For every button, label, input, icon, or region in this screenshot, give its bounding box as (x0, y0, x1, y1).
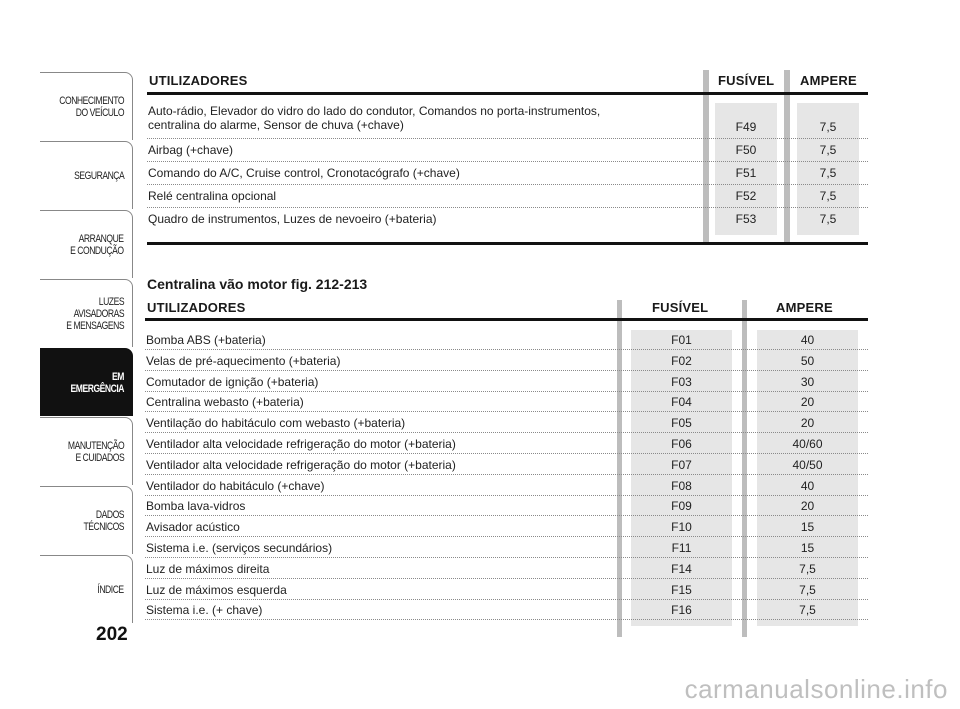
table2-row-divider (145, 391, 868, 392)
table2-cell-users: Ventilador do habitáculo (+chave) (146, 479, 325, 493)
table1-row-divider (147, 161, 868, 162)
sidebar-tab-label: LUZES AVISADORAS E MENSAGENS (66, 295, 124, 332)
page-number: 202 (96, 624, 128, 645)
table2-cell-amp: 40/50 (792, 458, 823, 472)
table2-cell-users: Ventilador alta velocidade refrigeração do motor (+bateria) (146, 458, 456, 472)
table2-separator-bar (742, 300, 747, 637)
table2-cell-fuse: F11 (671, 541, 692, 555)
table2-row-divider (145, 432, 868, 433)
sidebar-tab-label: MANUTENÇÃO E CUIDADOS (67, 439, 124, 464)
table2-cell-users: Velas de pré-aquecimento (+bateria) (146, 354, 341, 368)
sidebar-tab-label: ÍNDICE (97, 583, 124, 596)
table1-cell-fuse: F49 (735, 120, 757, 134)
table2-row-divider (145, 411, 868, 412)
table2-row-divider (145, 453, 868, 454)
table1-cell-amp: 7,5 (819, 166, 837, 180)
table1-header-fuse: FUSÍVEL (718, 73, 775, 88)
watermark: carmanualsonline.info (684, 674, 948, 704)
table2-cell-users: Comutador de ignição (+bateria) (146, 375, 319, 389)
table2-cell-amp: 20 (800, 395, 815, 409)
table1-cell-fuse: F50 (735, 143, 757, 157)
table1-cell-amp: 7,5 (819, 212, 837, 226)
table1-cell-fuse: F53 (735, 212, 757, 226)
table1-header-users: UTILIZADORES (149, 73, 248, 88)
table2-cell-amp: 7,5 (799, 583, 816, 597)
table1-separator-bar (784, 70, 790, 245)
table1-cell-amp: 7,5 (819, 189, 837, 203)
table1-cell-amp: 7,5 (819, 143, 837, 157)
table1-cell-fuse: F52 (735, 189, 757, 203)
table2-cell-fuse: F16 (671, 603, 692, 617)
sidebar-tab-label: SEGURANÇA (73, 169, 124, 182)
table1-cell-fuse: F51 (735, 166, 757, 180)
sidebar-tab[interactable] (40, 555, 133, 623)
table2-cell-amp: 40 (800, 333, 815, 347)
table2-header-fuse: FUSÍVEL (652, 300, 709, 315)
table2-cell-amp: 20 (800, 416, 815, 430)
sidebar-tab-label: DADOS TÉCNICOS (83, 508, 124, 533)
table2-cell-amp: 30 (800, 375, 815, 389)
table1-row-divider (147, 207, 868, 208)
table2-cell-fuse: F04 (671, 395, 692, 409)
table2-row-divider (145, 349, 868, 350)
table2-cell-fuse: F10 (671, 520, 692, 534)
table2-cell-users: Centralina webasto (+bateria) (146, 395, 304, 409)
sidebar-tab[interactable] (40, 141, 133, 209)
sidebar-tab[interactable] (40, 210, 133, 278)
table1-header-amp: AMPERE (800, 73, 857, 88)
table2-row-divider (145, 370, 868, 371)
table2-cell-users: Luz de máximos esquerda (146, 583, 287, 597)
table1-cell-users: Relé centralina opcional (148, 189, 277, 203)
table2-cell-fuse: F03 (671, 375, 692, 389)
table1-row-divider (147, 184, 868, 185)
table2-cell-amp: 7,5 (799, 562, 816, 576)
table2-cell-fuse: F07 (671, 458, 692, 472)
table1-separator-bar (703, 70, 709, 245)
table1-header-rule (147, 92, 868, 95)
table2-cell-amp: 15 (800, 520, 815, 534)
sidebar-tab[interactable] (40, 72, 133, 140)
table2-cell-fuse: F15 (671, 583, 692, 597)
sidebar-tab[interactable] (40, 279, 133, 347)
table2-cell-users: Ventilação do habitáculo com webasto (+bateria) (146, 416, 406, 430)
table2-header-amp: AMPERE (776, 300, 833, 315)
section-title: Centralina vão motor fig. 212-213 (147, 276, 368, 292)
table2-separator-bar (617, 300, 622, 637)
sidebar-tab-label: CONHECIMENTO DO VEÍCULO (59, 94, 124, 119)
table2-row-divider (145, 619, 868, 620)
table2-cell-users: Bomba lava-vidros (146, 499, 246, 513)
table2-header-rule (145, 318, 868, 321)
table1-bottom-rule (147, 242, 868, 245)
table2-cell-users: Bomba ABS (+bateria) (146, 333, 266, 347)
table2-cell-amp: 40 (800, 479, 815, 493)
table2-row-divider (145, 515, 868, 516)
table2-cell-amp: 7,5 (799, 603, 816, 617)
sidebar-tab[interactable] (40, 417, 133, 485)
table2-row-divider (145, 474, 868, 475)
table2-cell-fuse: F14 (671, 562, 692, 576)
table2-cell-users: Avisador acústico (146, 520, 240, 534)
table1-row-divider (147, 138, 868, 139)
table2-cell-amp: 40/60 (792, 437, 823, 451)
table2-cell-amp: 50 (800, 354, 815, 368)
table2-cell-fuse: F06 (671, 437, 692, 451)
table1-cell-users: Comando do A/C, Cruise control, Cronotacógrafo (+chave) (148, 166, 460, 180)
table2-cell-amp: 20 (800, 499, 815, 513)
table2-row-divider (145, 599, 868, 600)
table2-cell-users: Luz de máximos direita (146, 562, 270, 576)
table2-cell-users: Sistema i.e. (serviços secundários) (146, 541, 333, 555)
table2-row-divider (145, 557, 868, 558)
table1-cell-users: Auto-rádio, Elevador do vidro do lado do condutor, Comandos no porta-instrumentos, centralina do alarme, Sensor de chuva (+chave) (148, 104, 601, 132)
table2-cell-users: Ventilador alta velocidade refrigeração do motor (+bateria) (146, 437, 456, 451)
table2-header-users: UTILIZADORES (147, 300, 246, 315)
table2-row-divider (145, 578, 868, 579)
table2-cell-amp: 15 (800, 541, 815, 555)
table1-cell-users: Airbag (+chave) (148, 143, 234, 157)
sidebar-tab[interactable] (40, 348, 133, 416)
chapter-sidebar (40, 72, 133, 624)
table2-row-divider (145, 495, 868, 496)
table2-cell-users: Sistema i.e. (+ chave) (146, 603, 263, 617)
table2-cell-fuse: F09 (671, 499, 692, 513)
sidebar-tab-label: EM EMERGÊNCIA (70, 370, 124, 395)
sidebar-tab[interactable] (40, 486, 133, 554)
table2-row-divider (145, 536, 868, 537)
table2-cell-fuse: F01 (671, 333, 692, 347)
sidebar-tab-label: ARRANQUE E CONDUÇÃO (70, 232, 124, 257)
table2-cell-fuse: F05 (671, 416, 692, 430)
table2-cell-fuse: F08 (671, 479, 692, 493)
table1-cell-amp: 7,5 (819, 120, 837, 134)
table1-cell-users: Quadro de instrumentos, Luzes de nevoeiro (+bateria) (148, 212, 437, 226)
table2-cell-fuse: F02 (671, 354, 692, 368)
